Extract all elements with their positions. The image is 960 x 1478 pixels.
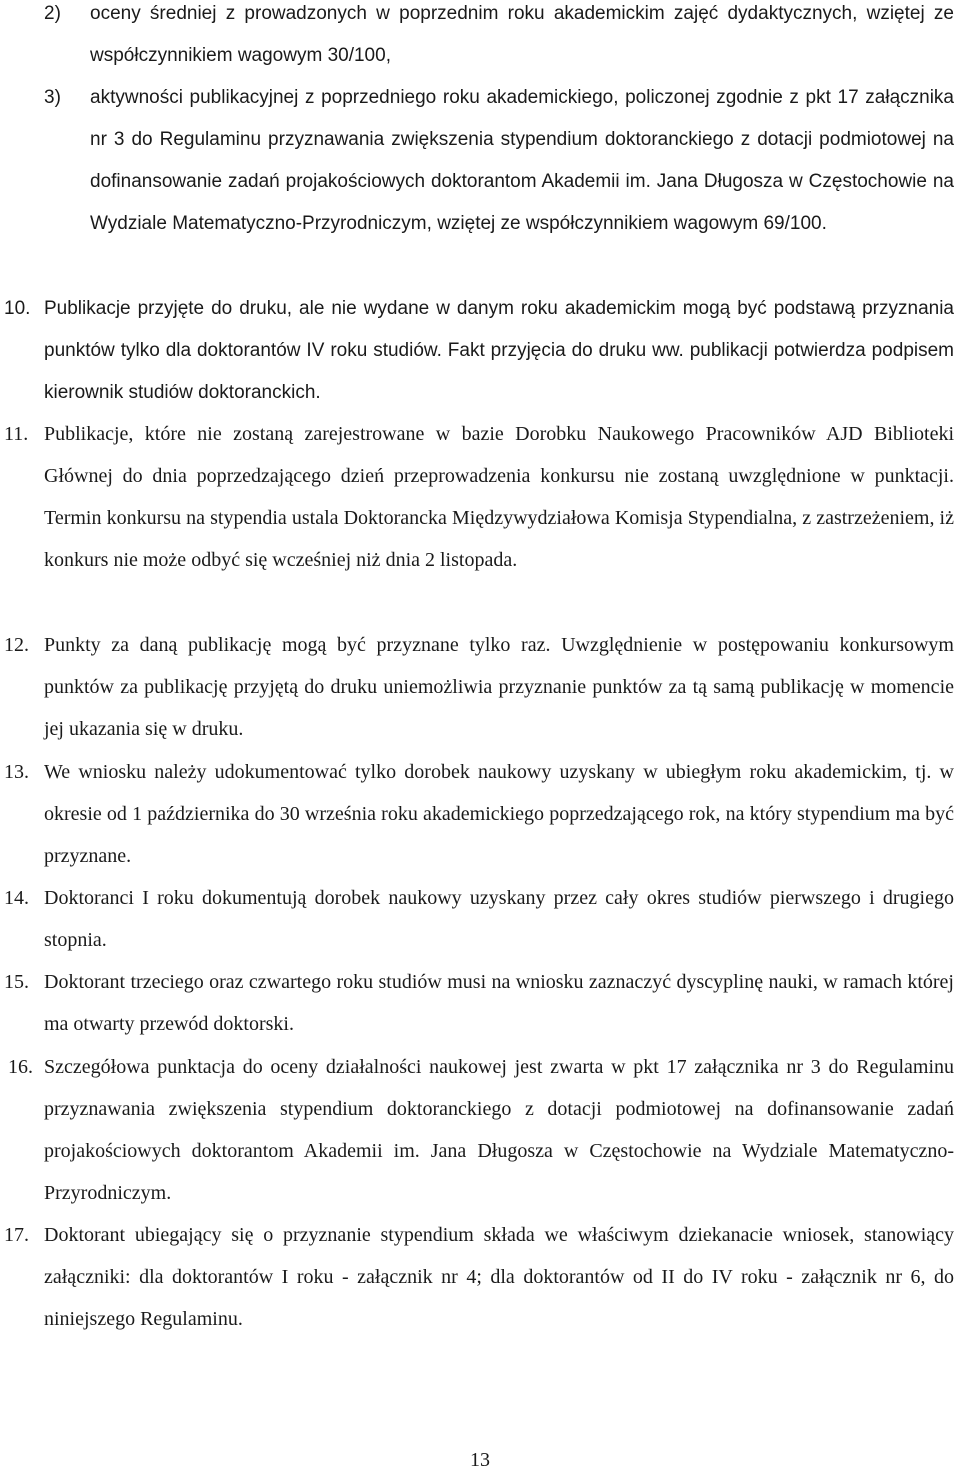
item-number: 16. [8, 1056, 33, 1078]
item-number: 15. [4, 971, 29, 993]
item-text: aktywności publikacyjnej z poprzedniego roku akademickiego, policzonej zgodnie z pkt 17 załącznika nr 3 do Regulaminu przyznawania zwiększenia stypendium doktoranckiego z dotacji podmiotowej na dofinansowanie zadań projakościowych doktorantom Akademii im. Jana Długosza w Częstochowie na Wydziale Matematyczno-Przyrodniczym, wziętej ze współczynnikiem wagowym 69/100. [90, 87, 954, 234]
item-text: Doktoranci I roku dokumentują dorobek naukowy uzyskany przez cały okres studiów pierwszego i drugiego stopnia. [44, 887, 954, 951]
item-number: 13. [4, 761, 29, 783]
item-number: 14. [4, 887, 29, 909]
list-item [4, 1214, 954, 1340]
list-item [4, 624, 954, 750]
item-number: 10. [4, 298, 31, 319]
list-item [4, 961, 954, 1045]
item-text: Publikacje, które nie zostaną zarejestrowane w bazie Dorobku Naukowego Pracowników AJD Biblioteki Głównej do dnia poprzedzającego dzień przeprowadzenia konkursu nie zostaną uwzględnione w punktacji. Termin konkursu na stypendia ustala Doktorancka Międzywydziałowa Komisja Stypendialna, z zastrzeżeniem, iż konkurs nie może odbyć się wcześniej niż dnia 2 listopada. [44, 423, 954, 571]
item-number: 2) [44, 3, 61, 24]
list-item [4, 751, 954, 877]
list-item [8, 1046, 954, 1214]
item-number: 12. [4, 634, 29, 656]
item-text: We wniosku należy udokumentować tylko dorobek naukowy uzyskany w ubiegłym roku akademickim, tj. w okresie od 1 października do 30 września roku akademickiego poprzedzającego rok, na który stypendium ma być przyznane. [44, 761, 954, 867]
page-number: 13 [470, 1449, 490, 1471]
item-number: 11. [4, 423, 29, 445]
item-text: Publikacje przyjęte do druku, ale nie wydane w danym roku akademickim mogą być podstawą przyznania punktów tylko dla doktorantów IV roku studiów. Fakt przyjęcia do druku ww. publikacji potwierdza podpisem kierownik studiów doktoranckich. [44, 298, 954, 403]
item-text: oceny średniej z prowadzonych w poprzednim roku akademickim zajęć dydaktycznych, wziętej ze współczynnikiem wagowym 30/100, [90, 3, 954, 66]
item-text: Szczegółowa punktacja do oceny działalności naukowej jest zwarta w pkt 17 załącznika nr 3 do Regulaminu przyznawania zwiększenia stypendium doktoranckiego z dotacji podmiotowej na dofinansowanie zadań projakościowych doktorantom Akademii im. Jana Długosza w Częstochowie na Wydziale Matematyczno-Przyrodniczym. [44, 1056, 954, 1204]
item-number: 17. [4, 1224, 29, 1246]
list-item [4, 877, 954, 961]
list-item [44, 77, 954, 245]
list-item [4, 288, 954, 414]
item-text: Punkty za daną publikację mogą być przyznane tylko raz. Uwzględnienie w postępowaniu konkursowym punktów za publikację przyjętą do druku uniemożliwia przyznanie punktów za tą samą publikację w momencie jej ukazania się w druku. [44, 634, 954, 740]
item-text: Doktorant ubiegający się o przyznanie stypendium składa we właściwym dziekanacie wniosek, stanowiący załączniki: dla doktorantów I roku - załącznik nr 4; dla doktorantów od II do IV roku - załącznik nr 6, do niniejszego Regulaminu. [44, 1224, 954, 1330]
list-item [4, 413, 954, 581]
item-number: 3) [44, 87, 61, 108]
item-text: Doktorant trzeciego oraz czwartego roku studiów musi na wniosku zaznaczyć dyscyplinę nauki, w ramach której ma otwarty przewód doktorski. [44, 971, 954, 1035]
list-item [44, 0, 954, 77]
